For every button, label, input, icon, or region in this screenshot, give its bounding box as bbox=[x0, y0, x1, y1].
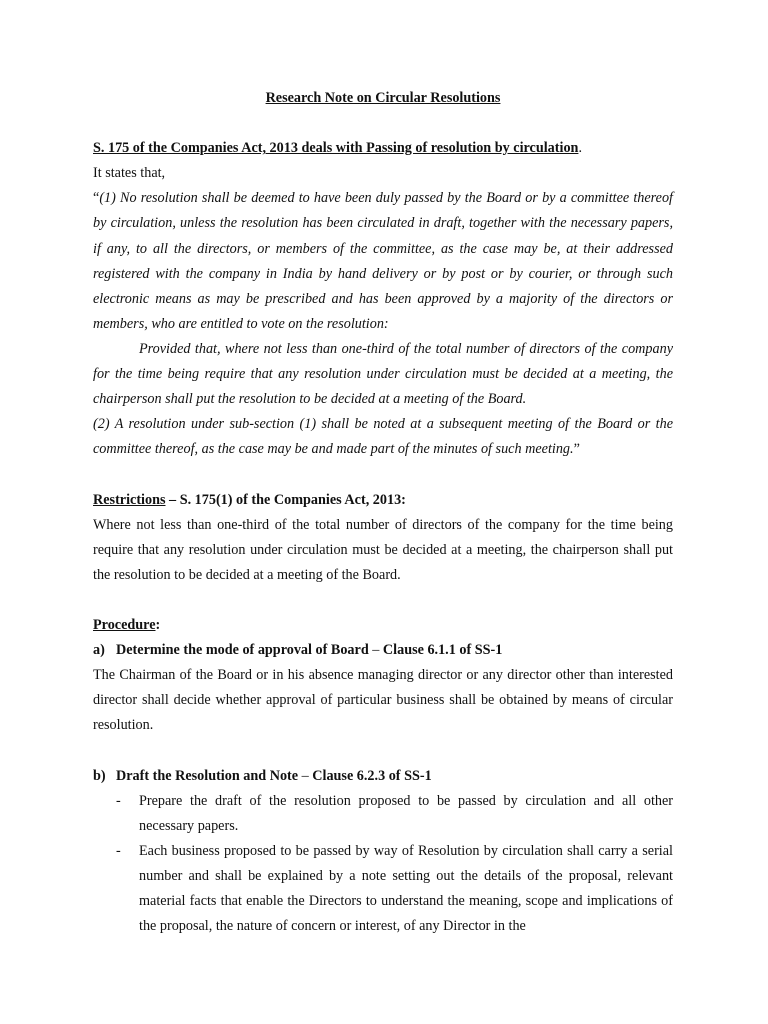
restrictions-reference: – S. 175(1) of the Companies Act, 2013: bbox=[165, 491, 406, 508]
intro-text: It states that, bbox=[93, 165, 166, 182]
step-b-title: Draft the Resolution and Note bbox=[116, 767, 299, 784]
restrictions-body: Where not less than one-third of the total number of directors of the company for the time being require that any resolution under circulation must be decided at a meeting, the chairperson shall put the resolution to be decided at a meeting of the Board. bbox=[93, 516, 673, 583]
section-heading-period: . bbox=[578, 140, 582, 157]
step-b-dash: – bbox=[298, 767, 313, 784]
bullet-text: Prepare the draft of the resolution proposed to be passed by circulation and all other necessary papers. bbox=[139, 792, 673, 834]
open-quote: “ bbox=[93, 190, 100, 207]
page-title bbox=[93, 86, 673, 111]
procedure-colon: : bbox=[155, 616, 161, 633]
step-a-ref: Clause 6.1.1 of SS-1 bbox=[382, 642, 503, 659]
spacer bbox=[93, 462, 673, 487]
step-a-title-line bbox=[116, 638, 502, 663]
restrictions-label: Restrictions bbox=[93, 491, 166, 508]
step-b-title-line bbox=[116, 764, 432, 789]
restrictions-heading bbox=[93, 488, 673, 513]
spacer bbox=[93, 111, 673, 136]
bullet-dash: - bbox=[116, 842, 121, 859]
document-page bbox=[93, 86, 673, 939]
step-b-ref: Clause 6.2.3 of SS-1 bbox=[312, 767, 432, 784]
section-heading-text: S. 175 of the Companies Act, 2013 deals with Passing of resolution by circulation bbox=[93, 140, 579, 157]
step-a-dash: – bbox=[368, 642, 383, 659]
quote-clause-1 bbox=[93, 186, 673, 337]
step-a-body: The Chairman of the Board or in his absence managing director or any director other than interested director shall decide whether approval of particular business shall be obtained by means of circular resolution. bbox=[93, 667, 673, 734]
step-a-title: Determine the mode of approval of Board bbox=[116, 642, 369, 659]
close-quote: ” bbox=[573, 441, 580, 458]
quote-clause-2 bbox=[93, 412, 673, 462]
bullet-dash: - bbox=[116, 792, 121, 809]
section-heading-s175 bbox=[93, 136, 673, 161]
clause-1-text: (1) No resolution shall be deemed to have been duly passed by the Board or by a committee thereof by circulation, unless the resolution has been circulated in draft, together with the necessary papers, if any, to all the directors, or members of the committee, as the case may be, at their addressed registered with the company in India by hand delivery or by post or by courier, or through such electronic means as may be prescribed and has been approved by a majority of the directors or members, who are entitled to vote on the resolution: bbox=[93, 190, 673, 332]
step-a-heading bbox=[93, 638, 673, 663]
procedure-heading bbox=[93, 613, 673, 638]
title-text: Research Note on Circular Resolutions bbox=[265, 90, 501, 106]
quote-proviso: Provided that, where not less than one-third of the total number of directors of the company for the time being require that any resolution under circulation must be decided at a meeting, the chairperson shall put the resolution to be decided at a meeting of the Board. bbox=[93, 340, 673, 408]
bullet-text: Each business proposed to be passed by way of Resolution by circulation shall carry a serial number and shall be explained by a note setting out the details of the proposal, relevant material facts that enable the Directors to understand the meaning, scope and implications of the proposal, the nature of concern or interest, of any Director in the bbox=[139, 842, 673, 935]
spacer bbox=[93, 738, 673, 763]
list-item bbox=[93, 839, 673, 939]
clause-2-text: (2) A resolution under sub-section (1) shall be noted at a subsequent meeting of the Board or the committee thereof, as the case may be and made part of the minutes of such meeting. bbox=[93, 416, 673, 458]
step-b-heading bbox=[93, 764, 673, 789]
list-item bbox=[93, 789, 673, 839]
spacer bbox=[93, 588, 673, 613]
step-a-marker: a) bbox=[93, 642, 105, 659]
procedure-label: Procedure bbox=[93, 616, 156, 633]
step-b-marker: b) bbox=[93, 767, 106, 784]
